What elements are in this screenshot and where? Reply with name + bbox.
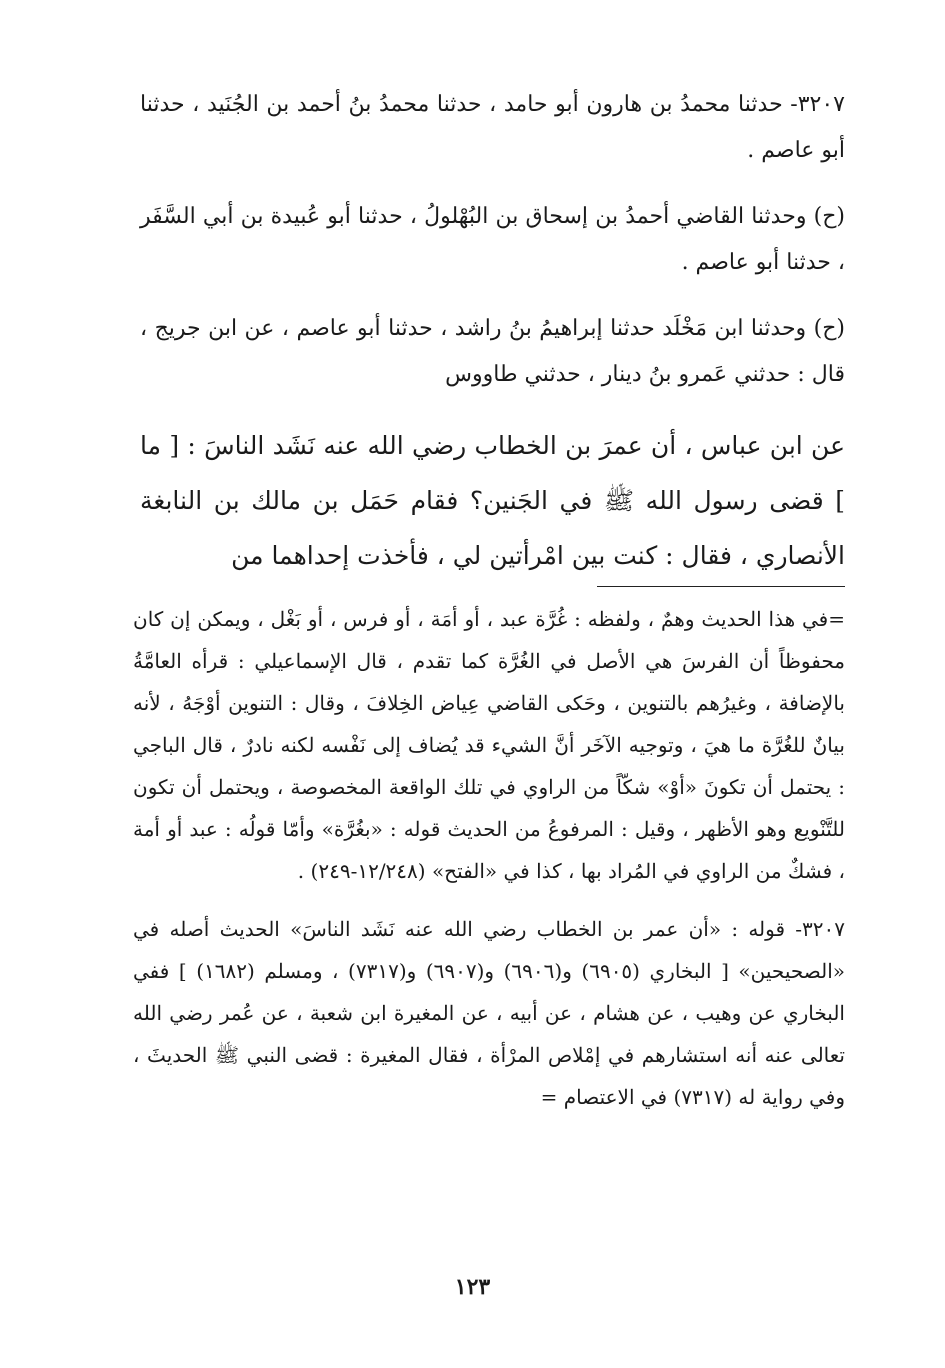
isnad-paragraph-3: (ح) وحدثنا ابن مَخْلَد حدثنا إبراهيمُ بنُ راشد ، حدثنا أبو عاصم ، عن ابن جريج ، قال : حدثني عَمرو بنُ دينار ، حدثني طاووس: [140, 316, 845, 387]
isnad-paragraph-2: (ح) وحدثنا القاضي أحمدُ بن إسحاق بن البُهْلولُ ، حدثنا أبو عُبيدة بن أبي السَّفَر ، حدثنا أبو عاصم .: [140, 204, 845, 275]
footnote-divider: [597, 586, 845, 587]
footnote-paragraph-2: ٣٢٠٧- قوله : «أن عمر بن الخطاب رضي الله عنه نَشَد الناسَ» الحديث أصله في «الصحيحين» [ البخاري (٦٩٠٥) و(٦٩٠٦) و(٦٩٠٧) و(٧٣١٧) ، ومسلم (١٦٨٢) ] ففي البخاري عن وهيب ، عن هشام ، عن أبيه ، عن المغيرة ابن شعبة ، عن عُمر رضي الله تعالى عنه أنه استشارهم في إمْلاص المرْأة ، فقال المغيرة : قضى النبي ﷺ الحديثَ ، وفي رواية له (٧٣١٧) في الاعتصام =: [133, 917, 845, 1109]
footnote-paragraph-1: =في هذا الحديث وهمٌ ، ولفظه : غُرَّة عبد ، أو أمَة ، أو فرس ، أو بَغْل ، ويمكن إن كان محفوظاً أن الفرسَ هي الأصل في الغُرَّة كما تقدم ، قال الإسماعيلي : قرأه العامَّةُ بالإضافة ، وغيرُهم بالتنوين ، وحَكى القاضي عِياض الخِلافَ ، وقال : التنوين أوْجَهُ ، لأنه بيانٌ للغُرَّة ما هيَ ، وتوجيه الآخَر أنَّ الشيء قد يُضاف إلى نَفْسه لكنه نادرٌ ، قال الباجي : يحتمل أن تكونَ «أوْ» شكّاً من الراوي في تلك الواقعة المخصوصة ، ويحتمل أن تكون للتَّنْويع وهو الأظهر ، وقيل : المرفوعُ من الحديث قوله : «بغُرَّة» وأمّا قولُه : عبد أو أمة ، فشكٌ من الراوي في المُراد بها ، كذا في «الفتح» (١٢/٢٤٨-٢٤٩) .: [133, 607, 846, 883]
main-text: [140, 82, 845, 603]
footnotes: [133, 598, 845, 1134]
hadith-text: عن ابن عباس ، أن عمرَ بن الخطاب رضي الله عنه نَشَد الناسَ : [ ما ] قضى رسول الله ﷺ في الجَنين؟ فقام حَمَل بن مالك بن النابغة الأنصاري ، فقال : كنت بين امْرأتين لي ، فأخذت إحداهما من: [140, 431, 845, 570]
page-number: ١٢٣: [454, 1274, 491, 1300]
isnad-paragraph-1: ٣٢٠٧- حدثنا محمدُ بن هارون أبو حامد ، حدثنا محمدُ بنُ أحمد بن الجُنَيد ، حدثنا أبو عاصم .: [140, 92, 845, 163]
